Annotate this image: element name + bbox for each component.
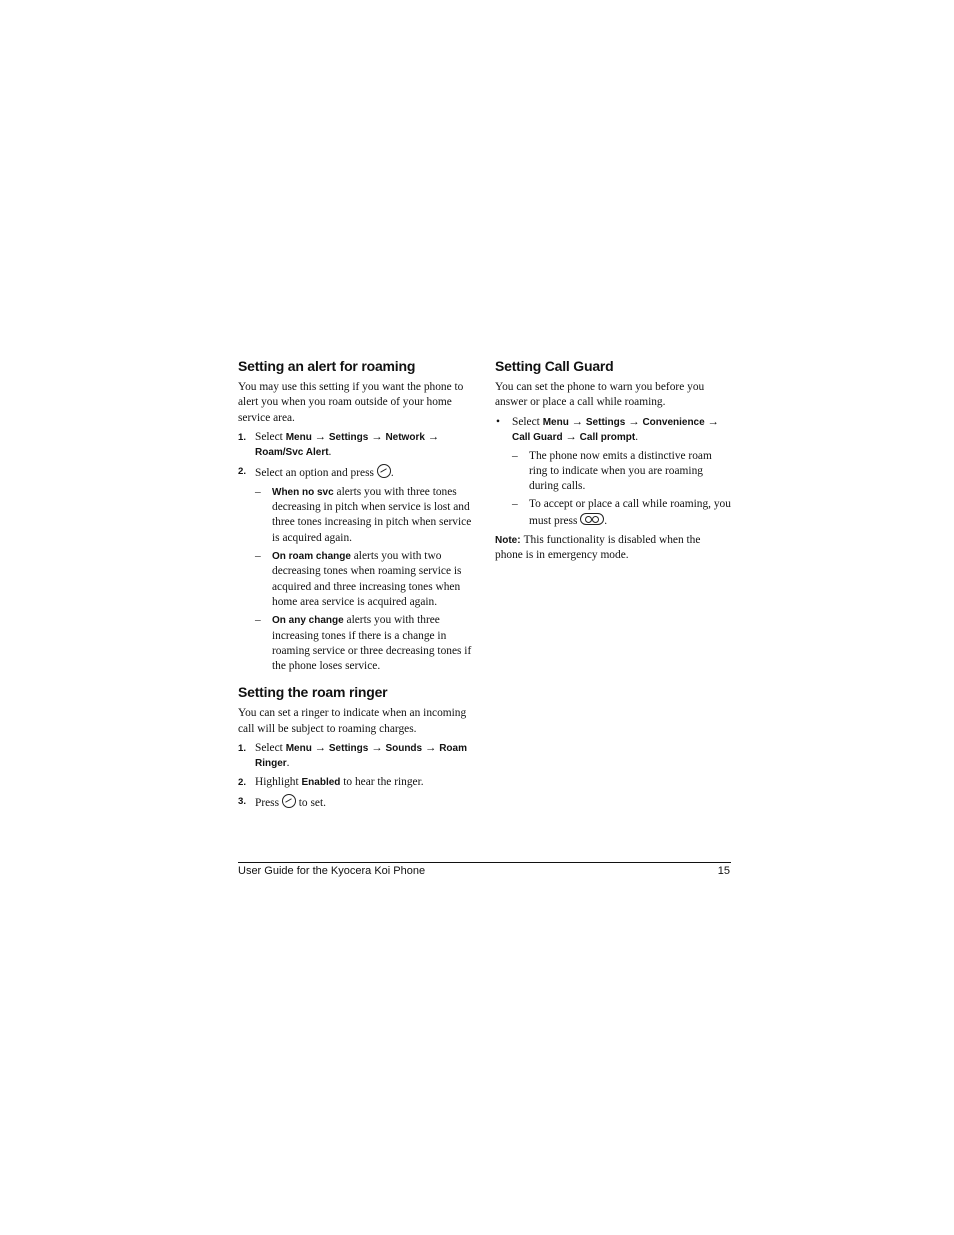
talk-key-icon: [580, 513, 604, 525]
roam-ringer-step-3: 3. Press to set.: [238, 796, 326, 810]
call-guard-note: Note: This functionality is disabled when the phone is in emergency mode.: [495, 534, 701, 562]
roam-ringer-intro: You can set a ringer to indicate when an incoming call will be subject to roaming charges.: [238, 707, 467, 735]
page-number: 15: [717, 865, 730, 877]
ok-key-icon: [282, 794, 296, 808]
roaming-alert-step-2: 2. Select an option and press .: [238, 465, 394, 479]
roaming-alert-step-1: 1. Select Menu → Settings → Network → Roam/Svc Alert.: [238, 430, 440, 458]
roaming-alert-intro: You may use this setting if you want the phone to alert you when you roam outside of your home service area.: [238, 381, 464, 424]
left-column: [238, 358, 474, 815]
roam-ringer-heading: Setting the roam ringer: [238, 684, 388, 701]
right-column: [495, 358, 731, 564]
option-on-any-change: – On any change alerts you with three increasing tones if there is a change in roaming service or three decreasing tones if the phone loses service.: [255, 614, 472, 673]
roam-ringer-step-1: 1. Select Menu → Settings → Sounds → Roam Ringer.: [238, 742, 467, 770]
call-guard-subitem-2: – To accept or place a call while roaming, you must press .: [512, 498, 731, 527]
page-footer: [238, 862, 731, 877]
call-guard-bullet: • Select Menu → Settings → Convenience → Call Guard → Call prompt.: [496, 415, 719, 443]
call-guard-subitem-1: – The phone now emits a distinctive roam ring to indicate when you are roaming during calls.: [512, 449, 712, 493]
roaming-alert-heading: Setting an alert for roaming: [238, 358, 416, 374]
ok-key-icon: [377, 464, 391, 478]
footer-title: User Guide for the Kyocera Koi Phone: [238, 865, 426, 877]
roam-ringer-step-2: 2. Highlight Enabled to hear the ringer.: [238, 776, 424, 789]
option-when-no-svc: – When no svc alerts you with three tones decreasing in pitch when service is lost and three tones increasing in pitch when service is acquired again.: [255, 485, 472, 544]
call-guard-heading: Setting Call Guard: [495, 358, 614, 374]
option-on-roam-change: – On roam change alerts you with two decreasing tones when roaming service is acquired and three increasing tones when home area service is acquired again.: [255, 550, 462, 608]
call-guard-intro: You can set the phone to warn you before you answer or place a call while roaming.: [495, 381, 705, 409]
